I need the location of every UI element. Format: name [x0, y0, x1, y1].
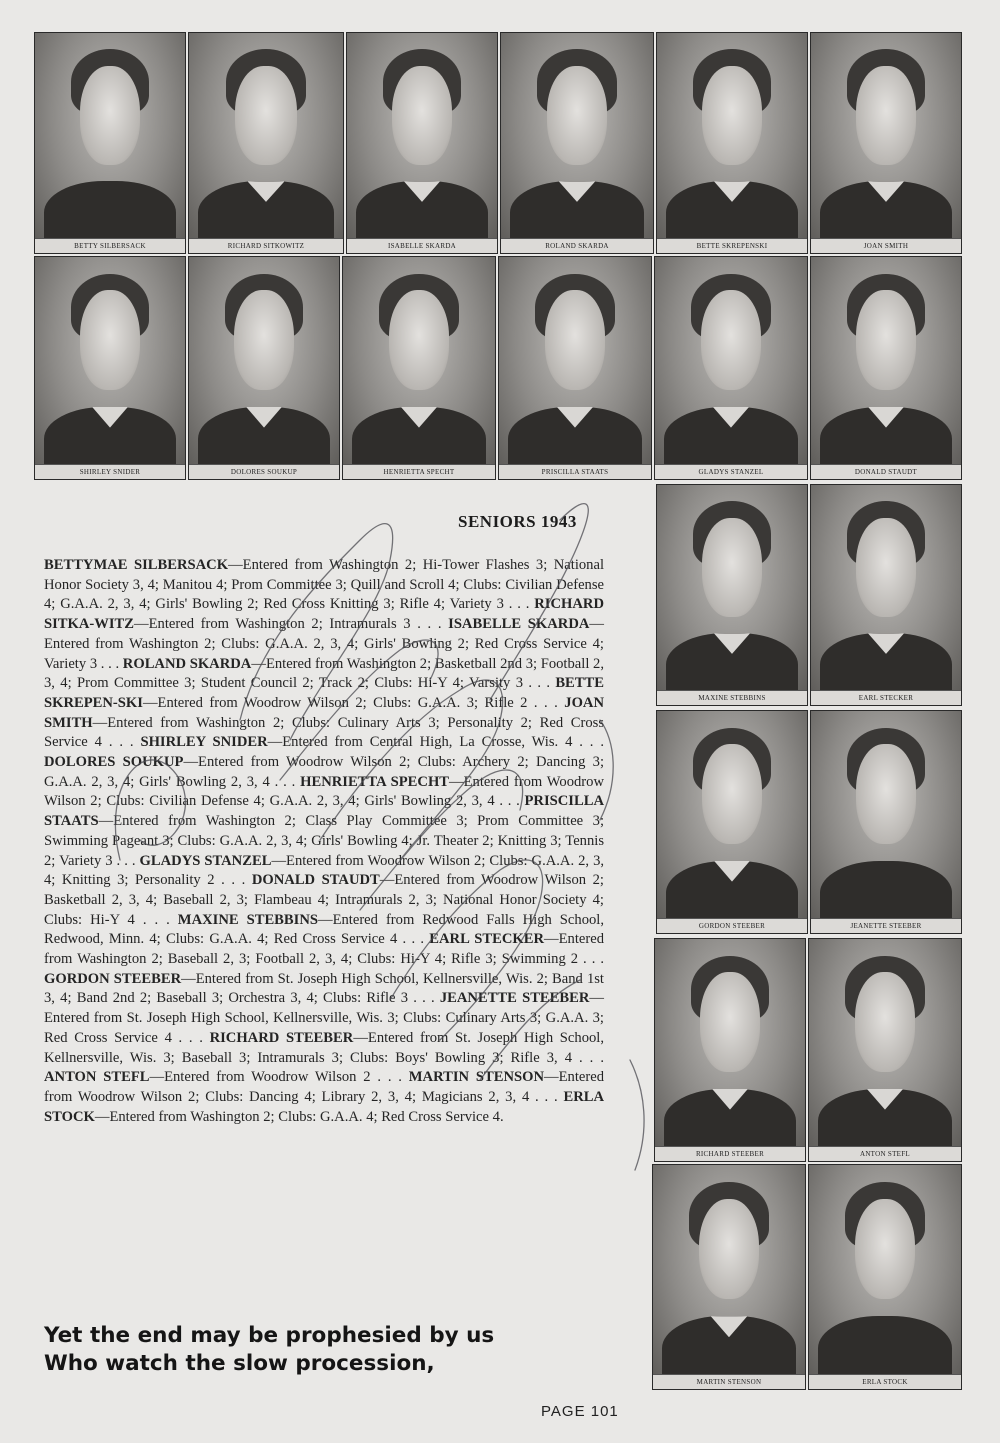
portrait-photo — [652, 1164, 806, 1390]
entry-name: HENRIETTA SPECHT — [300, 773, 450, 790]
portrait-image — [35, 257, 185, 465]
entry-text: —Entered from St. Joseph High School, Kellnersville, Wis. 2; Band 1st 3, 4; Band 2nd 2; Baseball 3; Orchestra 3, 4; Clubs: Rifle 3 . . . — [44, 970, 604, 1007]
entry-name: EARL STECKER — [429, 931, 545, 948]
entry-name: ANTON STEFL — [44, 1069, 150, 1086]
verse — [44, 1322, 494, 1378]
portrait-caption: RICHARD SITKOWITZ — [189, 238, 343, 253]
page-number: PAGE 101 — [541, 1403, 619, 1420]
entry-text: —Entered from Washington 2; Clubs: G.A.A. 4; Red Cross Service 4. — [94, 1108, 504, 1125]
portrait-image — [189, 257, 339, 465]
portrait-image — [189, 33, 343, 239]
entry-name: GLADYS STANZEL — [139, 852, 272, 869]
portrait-photo — [810, 710, 962, 934]
portrait-image — [343, 257, 495, 465]
portrait-caption: ERLA STOCK — [809, 1374, 961, 1389]
entry-name: GORDON STEEBER — [44, 970, 182, 987]
portrait-caption: BETTY SILBERSACK — [35, 238, 185, 253]
portrait-image — [811, 257, 961, 465]
portrait-caption: PRISCILLA STAATS — [499, 464, 651, 479]
entry-text: —Entered from Washington 2; Clubs: G.A.A. 2, 3, 4; Girls' Bowling 2; Red Cross Service 4; Variety 3 . . . — [44, 616, 605, 672]
entry-name: PRISCILLA STAATS — [44, 793, 604, 830]
verse-line: Who watch the slow procession, — [44, 1351, 435, 1376]
entry-text: —Entered from Washington 2; Hi-Tower Flashes 3; National Honor Society 3, 4; Manitou 4; Prom Committee 3; Quill and Scroll 4; Clubs: Civilian Defense 4; G.A.A. 2, 3, 4; Girls' Bowling 2; Red Cross Knitting 3; Rifle 4; Variety 3 . . . — [44, 557, 604, 613]
entry-text: —Entered from St. Joseph High School, Kellnersville, Wis. 3; Clubs: Culinary Arts 3; G.A.A. 3; Red Cross Service 4 . . . — [44, 990, 604, 1046]
portrait-caption: GLADYS STANZEL — [655, 464, 807, 479]
entry-name: BETTYMAE SILBERSACK — [44, 557, 229, 573]
portrait-caption: MAXINE STEBBINS — [657, 690, 807, 705]
portrait-image — [811, 33, 961, 239]
entry-text: —Entered from Washington 2; Clubs: Culinary Arts 3; Personality 2; Red Cross Service 4 . . . — [44, 714, 604, 751]
portrait-caption: GORDON STEEBER — [657, 918, 807, 933]
portrait-photo — [500, 32, 654, 254]
section-heading: SENIORS 1943 — [458, 512, 577, 531]
portrait-photo — [656, 32, 808, 254]
portrait-caption: ROLAND SKARDA — [501, 238, 653, 253]
portrait-photo — [656, 710, 808, 934]
entry-text: —Entered from Woodrow Wilson 2; Clubs: Dancing 4; Library 2, 3, 4; Magicians 2, 3, 4 . . . — [44, 1069, 604, 1105]
entry-name: ROLAND SKARDA — [122, 655, 252, 672]
portrait-image — [655, 257, 807, 465]
portrait-image — [35, 33, 185, 239]
portrait-caption: EARL STECKER — [811, 690, 961, 705]
portrait-photo — [810, 32, 962, 254]
portrait-image — [347, 33, 497, 239]
entry-text: —Entered from Redwood Falls High School, Redwood, Minn. 4; Clubs: G.A.A. 4; Red Cross Service 4 . . . — [44, 911, 604, 948]
portrait-caption: HENRIETTA SPECHT — [343, 464, 495, 479]
entry-text: —Entered from St. Joseph High School, Kellnersville, Wis. 3; Baseball 3; Intramurals 3; Clubs: Boys' Bowling 3; Rifle 3, 4 . . . — [44, 1029, 604, 1066]
portrait-image — [657, 711, 807, 919]
portrait-caption: RICHARD STEEBER — [655, 1146, 805, 1161]
portrait-caption: MARTIN STENSON — [653, 1374, 805, 1389]
portrait-photo — [810, 484, 962, 706]
portrait-image — [657, 33, 807, 239]
entry-text: —Entered from Woodrow Wilson 2; Clubs: Civilian Defense 4; G.A.A. 2, 3, 4; Girls' Bowling 2, 3, 4 . . . — [44, 773, 604, 810]
entry-name: ISABELLE SKARDA — [448, 616, 590, 633]
entry-text: —Entered from Woodrow Wilson 2; Basketball 2, 3, 4; Baseball 2, 3; Flambeau 4; Intramurals 2, 3; National Honor Society 4; Clubs: Hi-Y 4 . . . — [44, 872, 604, 928]
entry-name: MARTIN STENSON — [408, 1069, 545, 1086]
portrait-photo — [654, 938, 806, 1162]
entry-name: DOLORES SOUKUP — [44, 754, 184, 771]
portrait-image — [499, 257, 651, 465]
portrait-caption: DOLORES SOUKUP — [189, 464, 339, 479]
portrait-photo — [188, 256, 340, 480]
entry-text: —Entered from Woodrow Wilson 2; Clubs: G.A.A. 3; Rifle 2 . . . — [142, 694, 558, 711]
portrait-photo — [34, 256, 186, 480]
portrait-image — [809, 1165, 961, 1375]
portrait-image — [811, 711, 961, 919]
portrait-image — [657, 485, 807, 691]
portrait-photo — [808, 1164, 962, 1390]
portrait-photo — [810, 256, 962, 480]
senior-entries — [44, 556, 604, 1127]
entry-name: ERLA STOCK — [44, 1088, 605, 1125]
portrait-photo — [656, 484, 808, 706]
portrait-photo — [342, 256, 496, 480]
entry-text: —Entered from Washington 2; Baseball 2, 3; Football 2, 3, 4; Clubs: Hi-Y 4; Rifle 3; Swimming 2 . . . — [44, 931, 604, 968]
portrait-photo — [498, 256, 652, 480]
entry-name: BETTE SKREPEN-SKI — [44, 675, 604, 711]
portrait-image — [501, 33, 653, 239]
portrait-photo — [808, 938, 962, 1162]
entry-text: —Entered from Washington 2; Basketball 2nd 3; Football 2, 3, 4; Prom Committee 3; Student Council 2; Track 2; Clubs: Hi-Y 4; Varsity 3 . . . — [44, 655, 604, 692]
entry-name: RICHARD SITKA-WITZ — [44, 596, 604, 633]
entry-name: SHIRLEY SNIDER — [140, 734, 268, 751]
portrait-caption: SHIRLEY SNIDER — [35, 464, 185, 479]
entry-text: —Entered from Central High, La Crosse, Wis. 4 . . . — [267, 734, 604, 751]
entry-text: —Entered from Woodrow Wilson 2; Clubs: G.A.A. 2, 3, 4; Knitting 3; Personality 2 . . . — [44, 852, 605, 889]
portrait-image — [655, 939, 805, 1147]
portrait-photo — [654, 256, 808, 480]
portrait-image — [811, 485, 961, 691]
entry-name: RICHARD STEEBER — [209, 1029, 354, 1046]
portrait-caption: JEANETTE STEEBER — [811, 918, 961, 933]
entry-name: MAXINE STEBBINS — [177, 911, 318, 928]
portrait-photo — [34, 32, 186, 254]
entry-text: —Entered from Woodrow Wilson 2; Clubs: Archery 2; Dancing 3; G.A.A. 2, 3, 4; Girls' Bowling 2, 3, 4 . . . — [44, 754, 605, 790]
portrait-caption: ANTON STEFL — [809, 1146, 961, 1161]
entry-name: DONALD STAUDT — [251, 872, 380, 889]
entry-name: JOAN SMITH — [44, 694, 604, 731]
portrait-caption: ISABELLE SKARDA — [347, 238, 497, 253]
portrait-photo — [346, 32, 498, 254]
portrait-photo — [188, 32, 344, 254]
entry-name: JEANETTE STEEBER — [439, 990, 590, 1007]
entry-text: —Entered from Washington 2; Class Play Committee 3; Prom Committee 3; Swimming Pageant 3; Clubs: G.A.A. 2, 3, 4; Girls' Bowling 4; Jr. Theater 2; Knitting 3; Tennis 2; Variety 3 . . . — [44, 813, 604, 869]
entry-text: —Entered from Washington 2; Intramurals 3 . . . — [134, 616, 442, 633]
portrait-caption: JOAN SMITH — [811, 238, 961, 253]
portrait-caption: DONALD STAUDT — [811, 464, 961, 479]
portrait-image — [653, 1165, 805, 1375]
entry-text: —Entered from Woodrow Wilson 2 . . . — [149, 1069, 402, 1086]
verse-line: Yet the end may be prophesied by us — [44, 1323, 495, 1348]
portrait-caption: BETTE SKREPENSKI — [657, 238, 807, 253]
portrait-image — [809, 939, 961, 1147]
